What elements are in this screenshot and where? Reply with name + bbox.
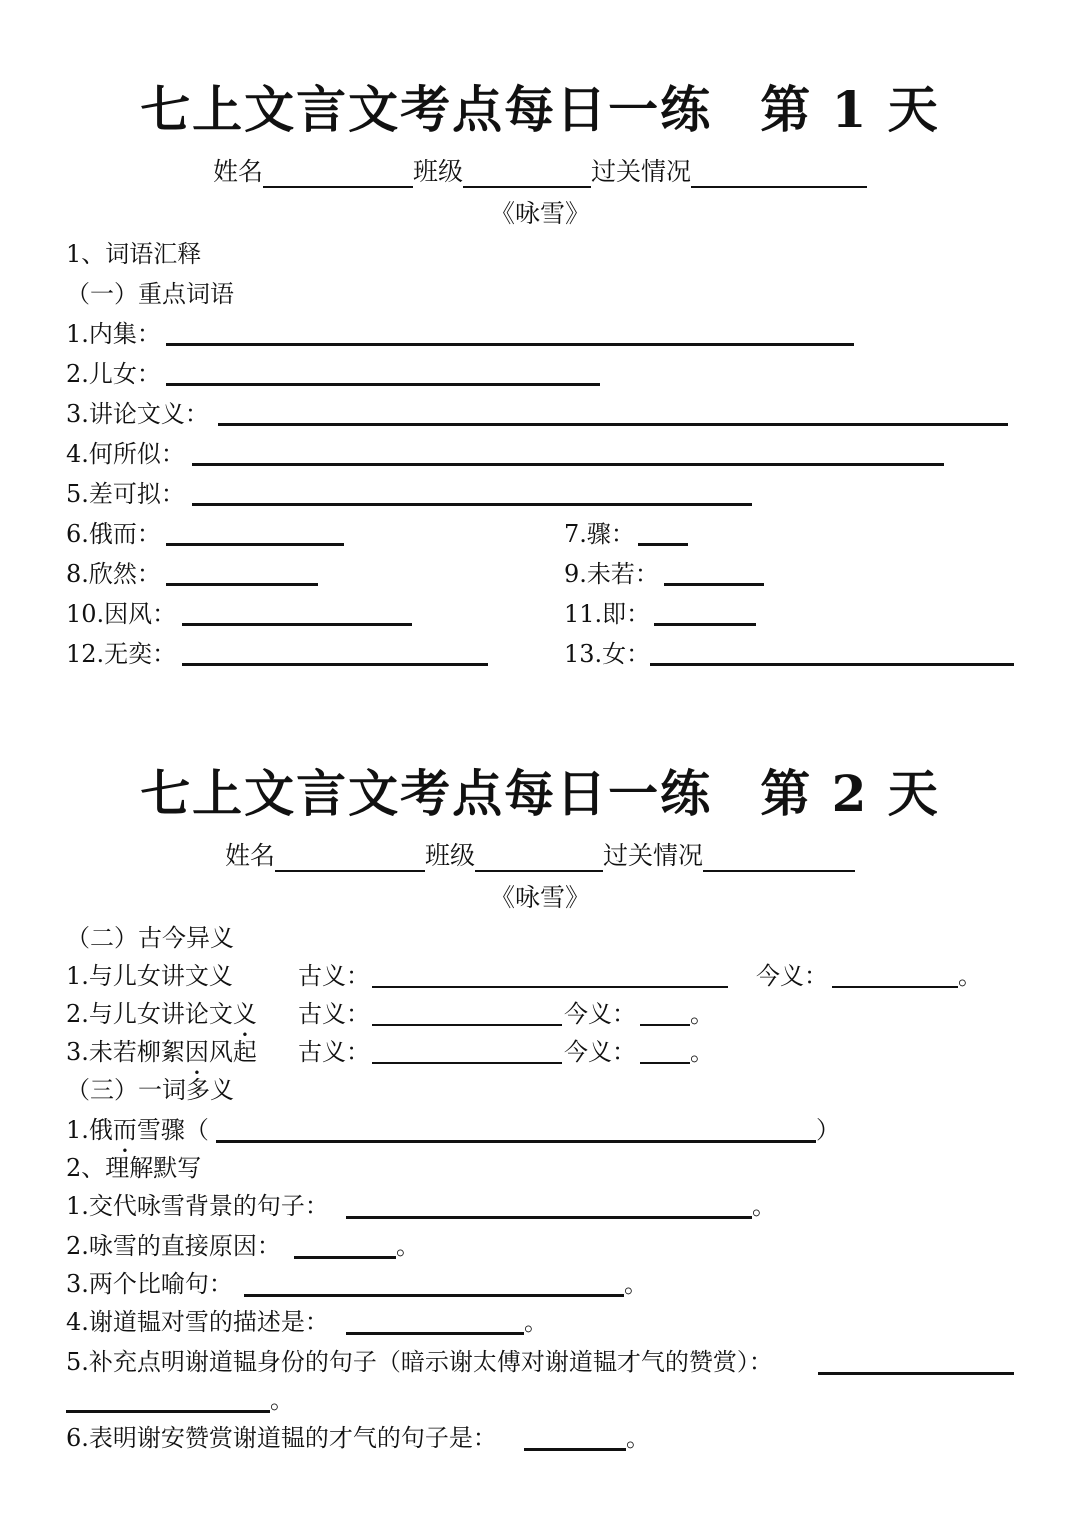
day1-item-5-blank[interactable]: [192, 503, 752, 506]
day2-ancient-3-post: 风起: [208, 1038, 257, 1066]
day2-ancient-3-old-blank[interactable]: [372, 1062, 562, 1064]
day2-ancient-1-old-blank[interactable]: [372, 986, 728, 988]
day2-ancient-3-new-blank[interactable]: [640, 1062, 690, 1064]
day2-ancient-2-text: 2.与儿女讲论文: [66, 1000, 233, 1028]
day1-status-field[interactable]: [691, 160, 867, 188]
day1-item-1-blank[interactable]: [166, 343, 854, 346]
day1-class-field[interactable]: [463, 160, 591, 188]
day1-item-10: 10.因风：: [66, 600, 177, 628]
day1-info-row: [0, 156, 1080, 188]
day2-ancient-1-period: 。: [958, 962, 982, 990]
day2-poem-title: 《咏雪》: [489, 883, 590, 912]
day2-ancient-1-old-label: 古义：: [298, 962, 370, 990]
day1-item-8-blank[interactable]: [166, 583, 318, 586]
day1-item-3-blank[interactable]: [218, 423, 1008, 426]
day2-ancient-3-period: 。: [690, 1038, 714, 1066]
day2-recite-2-period: 。: [396, 1232, 420, 1260]
day2-ancient-3-new-label: 今义：: [564, 1038, 636, 1066]
day1-status-label: 过关情况: [591, 157, 692, 186]
day2-recite-5-period: 。: [270, 1386, 294, 1414]
day2-ancient-1: 1.与儿女讲文义: [66, 962, 233, 990]
day1-item-8: 8.欣然：: [66, 560, 161, 588]
day2-status-field[interactable]: [703, 844, 855, 872]
day2-recite-4: 4.谢道韫对雪的描述是：: [66, 1308, 329, 1336]
day1-item-12: 12.无奕：: [66, 640, 177, 668]
day2-section-poly: （三）一词多义: [66, 1076, 234, 1104]
day2-status-label: 过关情况: [603, 841, 704, 870]
day2-recite-6-period: 。: [626, 1424, 650, 1452]
day2-recite-3-period: 。: [624, 1270, 648, 1298]
day2-recite-3-blank[interactable]: [244, 1294, 624, 1297]
day1-title: [0, 82, 1080, 138]
day1-class-label: 班级: [412, 157, 463, 186]
day2-recite-4-blank[interactable]: [346, 1332, 524, 1335]
day2-ancient-3-pre: 3.未若柳絮: [66, 1038, 185, 1066]
day1-item-13: 13.女：: [564, 640, 651, 668]
day1-item-6: 6.俄而：: [66, 520, 161, 548]
day2-ancient-1-new-blank[interactable]: [832, 986, 958, 988]
day2-title: [0, 766, 1080, 822]
day1-poem-title: 《咏雪》: [489, 199, 590, 228]
day2-recite-1-period: 。: [752, 1192, 776, 1220]
day1-item-9-blank[interactable]: [664, 583, 764, 586]
day2-recite-4-period: 。: [524, 1308, 548, 1336]
day1-item-7-blank[interactable]: [638, 543, 688, 546]
day1-item-11: 11.即：: [564, 600, 651, 628]
day2-class-label: 班级: [424, 841, 475, 870]
day2-name-field[interactable]: [275, 844, 425, 872]
day1-item-13-blank[interactable]: [650, 663, 1014, 666]
day2-ancient-2-old-blank[interactable]: [372, 1024, 562, 1026]
day1-item-5: 5.差可拟：: [66, 480, 185, 508]
day1-name-field[interactable]: [263, 160, 413, 188]
day1-item-12-blank[interactable]: [182, 663, 488, 666]
day1-item-10-blank[interactable]: [182, 623, 412, 626]
day2-recite-1-blank[interactable]: [346, 1216, 752, 1219]
day2-class-field[interactable]: [475, 844, 603, 872]
day2-poly-1-dotted: 而: [112, 1116, 137, 1144]
day2-poly-1-blank[interactable]: [216, 1140, 816, 1143]
day2-recite-5-blank-a[interactable]: [818, 1372, 1014, 1375]
day2-section-ancient: （二）古今异义: [66, 924, 234, 952]
day2-title-text: 七上文言文考点每日一练: [140, 764, 713, 823]
day1-name-label: 姓名: [212, 157, 263, 186]
day1-section-sub: （一）重点词语: [66, 280, 234, 308]
day2-ancient-2-new-blank[interactable]: [640, 1024, 690, 1026]
day2-ancient-3-dotted: 因: [184, 1038, 209, 1066]
day1-item-11-blank[interactable]: [654, 623, 756, 626]
day2-recite-1: 1.交代咏雪背景的句子：: [66, 1192, 329, 1220]
day2-poly-1-post: 雪骤（: [136, 1116, 209, 1144]
day1-item-4: 4.何所似：: [66, 440, 185, 468]
day2-ancient-2-old-label: 古义：: [298, 1000, 370, 1028]
day2-recite-6: 6.表明谢安赞赏谢道韫的才气的句子是：: [66, 1424, 497, 1452]
day2-recite-3: 3.两个比喻句：: [66, 1270, 233, 1298]
day2-poly-1-close: ）: [816, 1116, 840, 1144]
day1-section-main: 1、词语汇释: [66, 240, 202, 268]
day1-title-text: 七上文言文考点每日一练: [140, 80, 713, 139]
day2-section-recite: 2、理解默写: [66, 1154, 202, 1182]
day2-ancient-2-dotted: 义: [232, 1000, 257, 1028]
day2-recite-6-blank[interactable]: [524, 1448, 626, 1451]
day2-ancient-3-old-label: 古义：: [298, 1038, 370, 1066]
day2-poly-1-pre: 1.俄: [66, 1116, 113, 1144]
day1-day-label: 第 1 天: [760, 80, 940, 139]
day2-day-label: 第 2 天: [760, 764, 940, 823]
day2-recite-2-blank[interactable]: [294, 1256, 396, 1259]
day1-item-2: 2.儿女：: [66, 360, 161, 388]
day1-item-2-blank[interactable]: [166, 383, 600, 386]
day1-item-3: 3.讲论文义：: [66, 400, 209, 428]
day2-ancient-2-new-label: 今义：: [564, 1000, 636, 1028]
day2-info-row: [0, 840, 1080, 872]
day2-ancient-1-new-label: 今义：: [756, 962, 828, 990]
day1-item-4-blank[interactable]: [192, 463, 944, 466]
day2-name-label: 姓名: [224, 841, 275, 870]
day2-recite-2: 2.咏雪的直接原因：: [66, 1232, 281, 1260]
day2-recite-5: 5.补充点明谢道韫身份的句子（暗示谢太傅对谢道韫才气的赞赏）：: [66, 1348, 773, 1376]
day2-recite-5-blank-b[interactable]: [66, 1410, 270, 1413]
day1-item-1: 1.内集：: [66, 320, 161, 348]
day1-item-6-blank[interactable]: [166, 543, 344, 546]
day1-item-9: 9.未若：: [564, 560, 659, 588]
day2-ancient-2-period: 。: [690, 1000, 714, 1028]
day1-item-7: 7.骤：: [564, 520, 635, 548]
